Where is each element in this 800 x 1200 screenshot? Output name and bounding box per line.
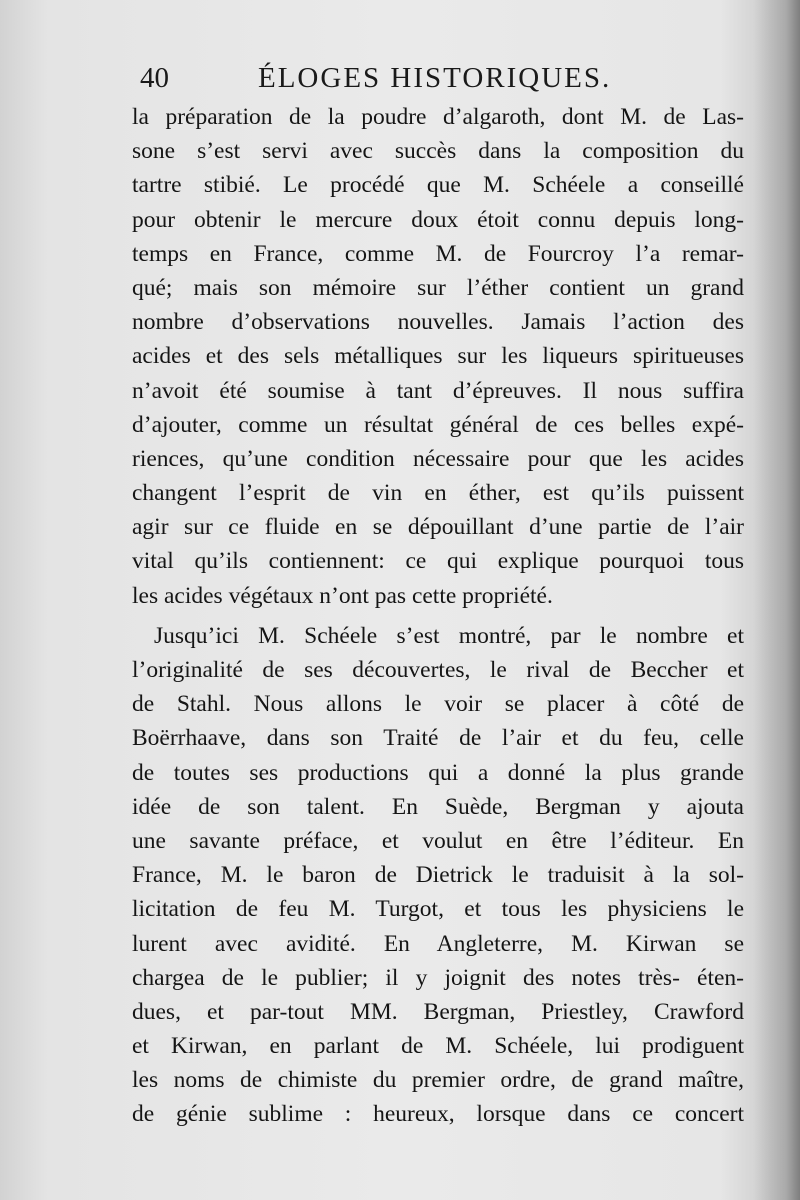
text-line: l’originalité de ses découvertes, le rival de Beccher et xyxy=(132,657,744,683)
text-line: qué; mais son mémoire sur l’éther contient un grand xyxy=(132,274,744,301)
text-line: pour obtenir le mercure doux étoit connu depuis long- xyxy=(132,206,744,233)
text-line: d’ajouter, comme un résultat général de ces belles expé- xyxy=(132,411,744,438)
text-line: agir sur ce fluide en se dépouillant d’une partie de l’air xyxy=(132,514,744,541)
text-line: les noms de chimiste du premier ordre, de grand maître, xyxy=(132,1067,744,1094)
text-line: chargea de le publier; il y joignit des notes très- éten- xyxy=(132,964,744,991)
text-line: de génie sublime : heureux, lorsque dans ce concert xyxy=(132,1101,744,1128)
page-edge-shadow xyxy=(754,0,800,1200)
text-line: Jusqu’ici M. Schéele s’est montré, par le nombre et xyxy=(154,622,744,649)
text-line: tartre stibié. Le procédé que M. Schéele a conseillé xyxy=(132,172,744,199)
text-line: idée de son talent. En Suède, Bergman y ajouta xyxy=(132,793,744,820)
text-line: n’avoit été soumise à tant d’épreuves. Il nous suffira xyxy=(132,377,744,404)
text-line: licitation de feu M. Turgot, et tous les physiciens le xyxy=(132,896,744,923)
text-line: acides et des sels métalliques sur les liqueurs spiritueuses xyxy=(132,343,744,370)
text-line: Boërrhaave, dans son Traité de l’air et du feu, celle xyxy=(132,725,744,752)
text-line: sone s’est servi avec succès dans la composition du xyxy=(132,138,744,165)
text-line: riences, qu’une condition nécessaire pour que les acides xyxy=(132,445,744,472)
page-number: 40 xyxy=(140,62,169,94)
page-header xyxy=(140,62,740,102)
text-line: les acides végétaux n’ont pas cette propriété. xyxy=(132,582,553,609)
text-line: dues, et par-tout MM. Bergman, Priestley, Crawford xyxy=(132,998,744,1025)
paragraph-1 xyxy=(132,100,744,613)
text-line: de Stahl. Nous allons le voir se placer à côté de xyxy=(132,691,744,718)
text-line: changent l’esprit de vin en éther, est qu’ils puissent xyxy=(132,480,744,507)
paragraph-2 xyxy=(132,619,744,1132)
text-line: temps en France, comme M. de Fourcroy l’a remar- xyxy=(132,240,744,267)
body-text xyxy=(132,100,744,1132)
text-line: vital qu’ils contiennent: ce qui explique pourquoi tous xyxy=(132,548,744,575)
text-line: de toutes ses productions qui a donné la plus grande xyxy=(132,759,744,786)
text-line: une savante préface, et voulut en être l’éditeur. En xyxy=(132,827,744,854)
running-title: ÉLOGES HISTORIQUES. xyxy=(258,62,612,94)
text-line: lurent avec avidité. En Angleterre, M. Kirwan se xyxy=(132,930,744,957)
text-line: nombre d’observations nouvelles. Jamais l’action des xyxy=(132,309,744,336)
text-line: la préparation de la poudre d’algaroth, dont M. de Las- xyxy=(132,104,744,130)
text-line: France, M. le baron de Dietrick le traduisit à la sol- xyxy=(132,862,744,889)
text-line: et Kirwan, en parlant de M. Schéele, lui prodiguent xyxy=(132,1033,744,1060)
